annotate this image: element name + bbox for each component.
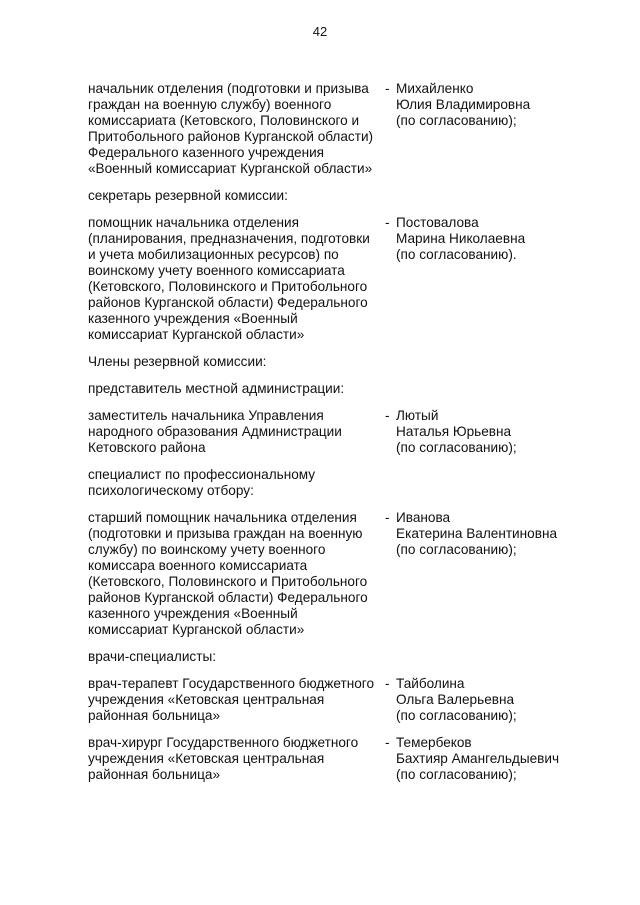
- person-name: [396, 510, 588, 638]
- position-line: (планирования, предназначения, подготовки: [88, 231, 370, 246]
- name-line: (по согласованию);: [396, 542, 517, 557]
- position-line: (Кетовского, Половинского и Притобольного: [88, 279, 368, 294]
- section-heading: Члены резервной комиссии:: [88, 354, 267, 369]
- name-line: Михайленко: [396, 81, 474, 96]
- person-name: [396, 215, 588, 343]
- dash-separator: -: [385, 510, 390, 525]
- name-line: Ольга Валерьевна: [396, 692, 515, 707]
- position-line: Федерального казенного учреждения: [88, 145, 325, 160]
- position-line: учреждения «Кетовская центральная: [88, 692, 325, 707]
- position-line: Кетовского района: [88, 440, 206, 455]
- name-line: Тайболина: [396, 676, 465, 691]
- position-line: районов Курганской области) Федерального: [88, 590, 368, 605]
- position-title: [88, 735, 385, 783]
- name-line: (по согласованию);: [396, 440, 517, 455]
- position-line: Притобольного районов Курганской области): [88, 129, 374, 144]
- position-line: заместитель начальника Управления: [88, 408, 324, 423]
- name-line: (по согласованию).: [396, 247, 517, 262]
- position-line: комиссариат Курганской области»: [88, 327, 305, 342]
- position-line: воинскому учету военного комиссариата: [88, 263, 345, 278]
- position-line: граждан на военную службу) военного: [88, 97, 332, 112]
- dash-separator: -: [385, 676, 390, 691]
- position-line: учреждения «Кетовская центральная: [88, 751, 325, 766]
- position-title: [88, 215, 385, 343]
- name-line: Лютый: [396, 408, 439, 423]
- dash-separator: -: [385, 81, 390, 96]
- position-title: [88, 676, 385, 724]
- person-name: [396, 81, 588, 177]
- section-heading: врачи-специалисты:: [88, 649, 216, 664]
- name-line: (по согласованию);: [396, 767, 517, 782]
- position-line: комиссариат Курганской области»: [88, 622, 305, 637]
- section-heading: секретарь резервной комиссии:: [88, 188, 288, 203]
- name-line: Наталья Юрьевна: [396, 424, 512, 439]
- page-number: 42: [312, 24, 328, 39]
- name-line: (по согласованию);: [396, 708, 517, 723]
- position-line: начальник отделения (подготовки и призыва: [88, 81, 369, 96]
- name-line: Постовалова: [396, 215, 479, 230]
- position-line: помощник начальника отделения: [88, 215, 299, 230]
- name-line: Марина Николаевна: [396, 231, 526, 246]
- section-heading: специалист по профессиональному психологическому отбору:: [88, 467, 316, 498]
- position-line: и учета мобилизационных ресурсов) по: [88, 247, 339, 262]
- name-line: Иванова: [396, 510, 451, 525]
- position-line: службу) по воинскому учету военного: [88, 542, 326, 557]
- position-line: комиссариата (Кетовского, Половинского и: [88, 113, 360, 128]
- name-line: Юлия Владимировна: [396, 97, 531, 112]
- person-name: [396, 735, 588, 783]
- document-body: [88, 81, 588, 794]
- member-entry: [88, 510, 588, 638]
- member-entry: [88, 735, 588, 783]
- name-line: (по согласованию);: [396, 113, 517, 128]
- position-line: районная больница»: [88, 767, 221, 782]
- name-line: Екатерина Валентиновна: [396, 526, 558, 541]
- position-line: казенного учреждения «Военный: [88, 606, 298, 621]
- position-line: «Военный комиссариат Курганской области»: [88, 161, 373, 176]
- member-entry: [88, 408, 588, 456]
- member-entry: [88, 81, 588, 177]
- position-line: (подготовки и призыва граждан на военную: [88, 526, 363, 541]
- name-line: Темербеков: [396, 735, 472, 750]
- position-line: (Кетовского, Половинского и Притобольного: [88, 574, 368, 589]
- position-line: врач-хирург Государственного бюджетного: [88, 735, 359, 750]
- position-line: народного образования Администрации: [88, 424, 342, 439]
- name-line: Бахтияр Амангельдыевич: [396, 751, 560, 766]
- position-title: [88, 510, 385, 638]
- member-entry: [88, 215, 588, 343]
- section-heading: представитель местной администрации:: [88, 381, 345, 396]
- position-line: врач-терапевт Государственного бюджетного: [88, 676, 375, 691]
- position-line: районная больница»: [88, 708, 221, 723]
- dash-separator: -: [385, 735, 390, 750]
- position-line: комиссара военного комиссариата: [88, 558, 308, 573]
- position-line: старший помощник начальника отделения: [88, 510, 357, 525]
- dash-separator: -: [385, 215, 390, 230]
- position-title: [88, 408, 385, 456]
- person-name: [396, 408, 588, 456]
- member-entry: [88, 676, 588, 724]
- position-title: [88, 81, 385, 177]
- position-line: казенного учреждения «Военный: [88, 311, 298, 326]
- position-line: районов Курганской области) Федерального: [88, 295, 368, 310]
- person-name: [396, 676, 588, 724]
- dash-separator: -: [385, 408, 390, 423]
